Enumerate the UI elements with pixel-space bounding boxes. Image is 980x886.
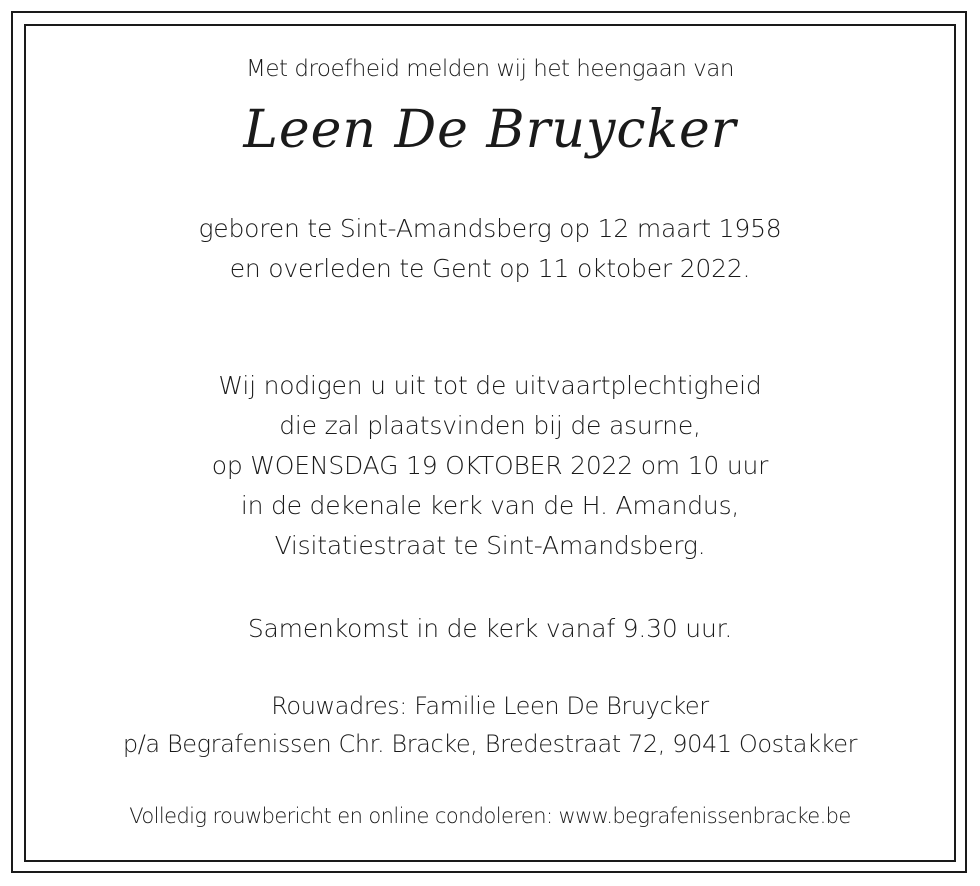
funeral-home-address-line: p/a Begrafenissen Chr. Bracke, Bredestraat 72, 9041 Oostakker <box>122 730 858 758</box>
condolence-website-link[interactable]: www.begrafenissenbracke.be <box>558 804 851 828</box>
invitation-line: Wij nodigen u uit tot de uitvaartplechtigheid <box>218 371 762 400</box>
birth-line: geboren te Sint-Amandsberg op 12 maart 1958 <box>198 214 782 243</box>
intro-text: Met droefheid melden wij het heengaan van <box>246 56 734 82</box>
invitation-line: in de dekenale kerk van de H. Amandus, <box>240 491 740 520</box>
mourning-address-line: Rouwadres: Familie Leen De Bruycker <box>271 692 709 720</box>
invitation-line: Visitatiestraat te Sint-Amandsberg. <box>274 531 706 560</box>
deceased-name: Leen De Bruycker <box>243 100 737 160</box>
online-condolence-prefix: Volledig rouwbericht en online condoleren: <box>129 804 559 828</box>
gathering-line: Samenkomst in de kerk vanaf 9.30 uur. <box>247 614 733 643</box>
invitation-line: die zal plaatsvinden bij de asurne, <box>279 411 701 440</box>
online-condolence-line <box>24 804 956 828</box>
invitation-line: op WOENSDAG 19 OKTOBER 2022 om 10 uur <box>211 451 769 480</box>
obituary-notice <box>24 24 956 862</box>
death-line: en overleden te Gent op 11 oktober 2022. <box>229 254 751 283</box>
